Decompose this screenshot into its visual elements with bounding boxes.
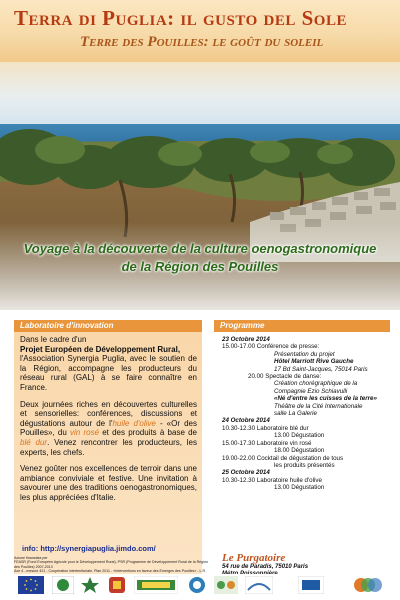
lab-p2-c: et des produits à base de: [99, 428, 198, 438]
program-item: 10.30-12.30 Laboratoire blé dur: [222, 424, 309, 432]
leader-logo-icon: [52, 576, 74, 594]
lab-p2-b: - «Or des Pouilles», du: [20, 418, 197, 438]
lab-paragraph-2: [20, 400, 197, 458]
program-item: 13.00 Dégustation: [274, 484, 325, 492]
program-date-2: 24 Octobre 2014: [222, 417, 270, 425]
program-date-1: 23 Octobre 2014: [222, 336, 270, 343]
lab-heading: Laboratoire d'innovation: [14, 320, 202, 332]
footnote-line: Axe 4 - mesure 421 - Coopération interterritoriale. Plan 2011 - «Interventions en faveur des Emerges des Pouilles» - L.R.: [14, 569, 207, 574]
highlight-rose-wine: vin rosé: [70, 428, 100, 438]
program-item: 15.00-17.00 Conférence de presse:: [222, 343, 320, 351]
gal-logo-icon: [186, 576, 208, 594]
program-item: les produits présentés: [274, 461, 335, 469]
program-item: 10.30-12.30 Laboratoire huile d'olive: [222, 476, 322, 484]
network-logo-icon: [214, 576, 238, 594]
lab-logo-icon: [298, 576, 324, 594]
program-item: 19.00-22.00 Cocktail de dégustation de tous: [222, 454, 344, 462]
program-item: «Né d'entre les cuisses de la terre»: [274, 395, 377, 403]
program-item: Compagnie Ezio Schiavulli: [274, 387, 348, 395]
venue-address: 54 rue de Paradis, 75010 Paris: [222, 564, 309, 570]
partner-logo-icon: [245, 576, 273, 594]
program-item: 13.00 Dégustation: [274, 432, 325, 440]
program-item: 18.00 Dégustation: [274, 447, 325, 455]
program-item: Présentation du projet: [274, 350, 335, 358]
synergia-logo-icon: [352, 576, 384, 594]
highlight-olive-oil: huile d'olive: [112, 418, 156, 428]
program-item: 17 Bd Saint-Jacques, 75014 Paris: [274, 365, 368, 373]
eu-flag-icon: [18, 576, 44, 594]
lab-p2-d: . Venez rencontrer les producteurs, les experts, les chefs.: [20, 437, 197, 457]
program-heading: Programme: [214, 320, 390, 332]
page-subtitle: Terre des Pouilles: le goût du soleil: [80, 34, 324, 50]
footnote-line: Azione finanziata per: [14, 556, 48, 560]
program-item: 15.00-17.30 Laboratoire vin rosé: [222, 439, 312, 447]
page-title: Terra di Puglia: il gusto del Sole: [14, 6, 347, 30]
program-item: salle La Galerie: [274, 410, 317, 418]
lab-paragraph-3: Venez goûter nos excellences de terroir dans une ambiance conviviale et festive. Une invitation à savourer une des traditions oenogastronomiques, les plus appréciées d'Italie.: [20, 464, 197, 502]
info-link[interactable]: info: http://synergiapuglia.jimdo.com/: [22, 544, 156, 553]
program-item: Hôtel Marriott Rive Gauche: [274, 358, 354, 366]
banner-line-1: Voyage à la découverte de la culture oenogastronomique: [23, 241, 377, 256]
italy-republic-icon: [80, 576, 100, 594]
venue-name: Le Purgatoire: [222, 552, 286, 564]
lab-p2-a: Deux journées riches en découvertes culturelles et sensorielles: conférences, discussions et dégustations autour de l': [20, 399, 197, 428]
program-list: [222, 336, 394, 492]
highlight-durum-wheat: blé dur: [20, 437, 48, 447]
program-item: 20.00 Spectacle de danse:: [248, 373, 322, 381]
lab-p1-body: l'Association Synergia Puglia, avec le soutien de la Région, accompagne les producteurs du réseau rural (GAL) à se faire connaître en France.: [20, 354, 197, 392]
footnote-line: FEASR (Fond Européen Agricole pour le Développement Rural), PSR (Programme de Développement Rural de la Région des Pouilles) 2007-2013: [14, 560, 208, 569]
feasr-logo-icon: [134, 576, 178, 594]
lab-p1-intro: Dans le cadre d'un: [20, 335, 87, 344]
lab-text: [20, 335, 197, 510]
subtitle-banner: [0, 240, 400, 276]
puglia-region-icon: [106, 576, 128, 594]
program-item: Création chorégraphique de la: [274, 380, 358, 388]
banner-line-2: de la Région des Pouilles: [121, 259, 279, 274]
lab-p1-project: Projet Européen de Développement Rural,: [20, 344, 181, 354]
title-band: [0, 0, 400, 62]
lab-paragraph-1: [20, 335, 197, 393]
program-date-3: 25 Octobre 2014: [222, 469, 270, 477]
program-item: Théâtre de la Cité Internationale: [274, 402, 363, 410]
